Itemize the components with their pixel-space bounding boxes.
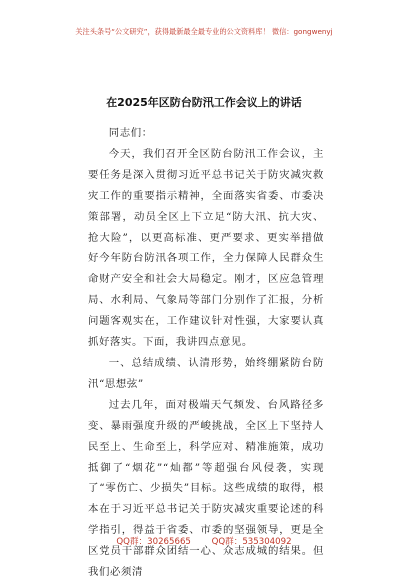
section-heading-1: 一、总结成绩、认清形势，始终绷紧防台防汛“思想弦”	[88, 356, 324, 390]
footer-qq-group-2: QQ群：535304092	[211, 537, 292, 547]
document-body	[88, 123, 324, 583]
salutation: 同志们：	[108, 127, 153, 139]
footer-qq-group-1: QQ群：30265665	[116, 537, 191, 547]
header-banner: 关注头条号“公文研究”，获得最新最全最专业的公文资料库！ 微信：gongwenyj	[75, 27, 333, 36]
document-title: 在2025年区防台防汛工作会议上的讲话	[106, 96, 302, 109]
paragraph-intro: 今天，我们召开全区防台防汛工作会议，主要任务是深入贯彻习近平总书记关于防灾减灾救灾工作的重要指示精神，全面落实省委、市委决策部署，动员全区上下立足“防大汛、抗大灾、抢大险”，以更高标准、更严要求、更实举措做好今年防台防汛各项工作，全力保障人民群众生命财产安全和社会大局稳定。刚才，区应急管理局、水利局、气象局等部门分别作了汇报，分析问题客观实在，工作建议针对性强，大家要认真抓好落实。下面，我讲四点意见。	[88, 147, 324, 349]
paragraph-section-1: 过去几年，面对极端天气频发、台风路径多变、暴雨强度升级的严峻挑战，全区上下坚持人民至上、生命至上，科学应对、精准施策，成功抵御了“烟花”“灿都”等超强台风侵袭，实现了“零伤亡、少损失”目标。这些成绩的取得，根本在于习近平总书记关于防灾减灾重要论述的科学指引，得益于省委、市委的坚强领导，更是全区党员干部群众团结一心、众志成城的结果。但我们必须清	[88, 398, 324, 579]
footer-contact	[0, 535, 408, 547]
